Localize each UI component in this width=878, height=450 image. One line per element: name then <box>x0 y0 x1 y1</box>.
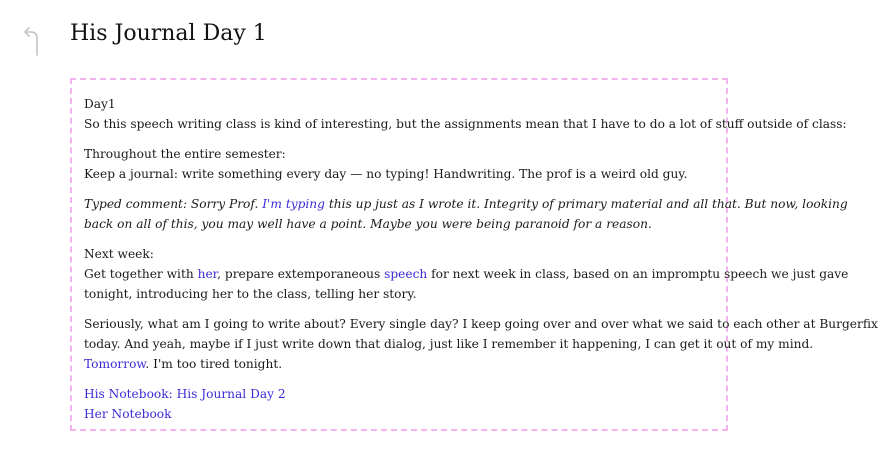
im-typing-link[interactable]: I'm typing <box>262 197 325 211</box>
next-week-line-2: tonight, introducing her to the class, telling her story. <box>84 287 417 301</box>
seriously-paragraph <box>84 314 878 374</box>
speech-link[interactable]: speech <box>384 267 428 281</box>
next-week-part-2: , prepare extemporaneous <box>217 267 385 281</box>
his-journal-day-2-link[interactable]: His Journal Day 2 <box>176 387 286 401</box>
typed-comment-part-2: this up just as I wrote it. Integrity of primary material and all that. But now, looking <box>324 197 848 211</box>
back-arrow-icon[interactable] <box>20 26 42 56</box>
intro-paragraph <box>84 114 847 134</box>
seriously-line-1: Seriously, what am I going to write about? Every single day? I keep going over and over what we said to each other at Burgerfix <box>84 317 878 331</box>
footer-line-1 <box>84 384 714 404</box>
intro-text: So this speech writing class is kind of interesting, but the assignments mean that I have to do a lot of stuff outside of class: <box>84 117 847 131</box>
entry-heading: Day1 <box>84 97 116 111</box>
typed-comment-line-2: back on all of this, you may well have a point. Maybe you were being paranoid for a reason. <box>84 217 652 231</box>
footer-separator: : <box>168 387 177 401</box>
entry-heading-block <box>84 94 714 114</box>
typed-comment-line-1 <box>84 194 848 214</box>
seriously-line-3 <box>84 354 714 374</box>
seriously-line-2: today. And yeah, maybe if I just write down that dialog, just like I remember it happening, I can get it out of my mind. <box>84 337 814 351</box>
his-notebook-link[interactable]: His Notebook <box>84 387 169 401</box>
next-week-label: Next week: <box>84 247 154 261</box>
her-notebook-link[interactable]: Her Notebook <box>84 407 172 421</box>
her-link[interactable]: her <box>197 267 218 281</box>
typed-comment-paragraph <box>84 194 848 234</box>
seriously-line-3-rest: . I'm too tired tonight. <box>145 357 283 371</box>
footer-links <box>84 384 714 424</box>
next-week-line-1 <box>84 264 849 284</box>
semester-paragraph <box>84 144 714 184</box>
next-week-paragraph <box>84 244 849 304</box>
next-week-part-1: Get together with <box>84 267 198 281</box>
footer-line-2 <box>84 404 714 424</box>
typed-comment-part-1: Typed comment: Sorry Prof. <box>84 197 263 211</box>
tomorrow-link[interactable]: Tomorrow <box>84 357 146 371</box>
journal-entry-box <box>70 78 878 431</box>
semester-text: Keep a journal: write something every day — no typing! Handwriting. The prof is a weird old guy. <box>84 167 688 181</box>
next-week-part-3: for next week in class, based on an impromptu speech we just gave <box>427 267 849 281</box>
page-title: His Journal Day 1 <box>70 21 267 46</box>
semester-label: Throughout the entire semester: <box>84 147 286 161</box>
